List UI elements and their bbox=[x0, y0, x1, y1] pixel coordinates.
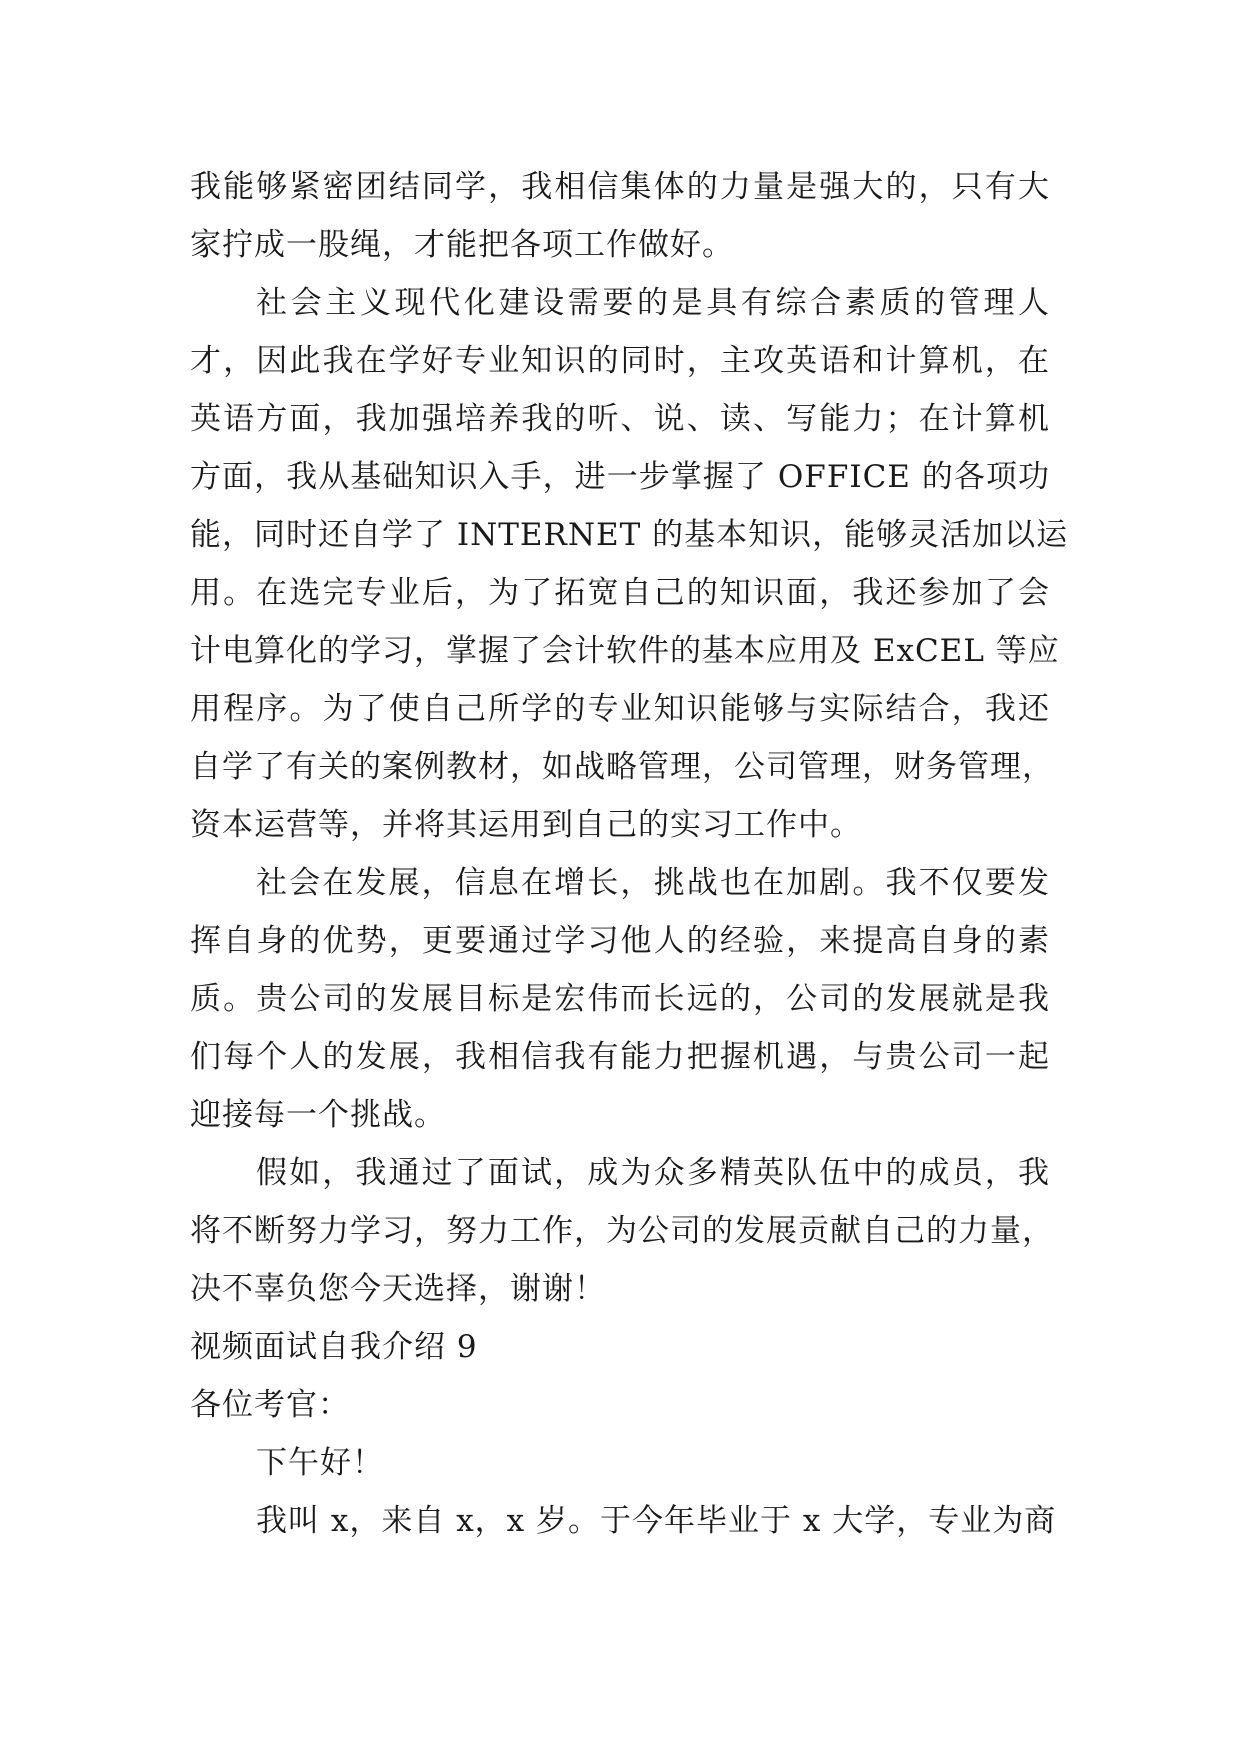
paragraph-line: 家拧成一股绳，才能把各项工作做好。 bbox=[190, 227, 734, 263]
paragraph-line: 我叫 x，来自 x，x 岁。于今年毕业于 x 大学，专业为商 bbox=[256, 1503, 1057, 1539]
paragraph-line: 能，同时还自学了 INTERNET 的基本知识，能够灵活加以运 bbox=[190, 517, 1069, 553]
document-body bbox=[190, 158, 1069, 1550]
paragraph-line: 计电算化的学习，掌握了会计软件的基本应用及 ExCEL 等应 bbox=[190, 633, 1060, 669]
paragraph-line: 我能够紧密团结同学，我相信集体的力量是强大的，只有大 bbox=[190, 169, 1050, 205]
paragraph-line: 假如，我通过了面试，成为众多精英队伍中的成员，我 bbox=[256, 1155, 1050, 1191]
paragraph-line: 用。在选完专业后，为了拓宽自己的知识面，我还参加了会 bbox=[190, 575, 1050, 611]
section-heading: 视频面试自我介绍 9 bbox=[190, 1329, 478, 1365]
paragraph-line: 自学了有关的案例教材，如战略管理，公司管理，财务管理， bbox=[190, 749, 1054, 785]
salutation-line: 各位考官： bbox=[190, 1387, 350, 1423]
paragraph-line: 英语方面，我加强培养我的听、说、读、写能力；在计算机 bbox=[190, 401, 1050, 437]
paragraph-line: 挥自身的优势，更要通过学习他人的经验，来提高自身的素 bbox=[190, 923, 1050, 959]
paragraph-line: 决不辜负您今天选择，谢谢！ bbox=[190, 1271, 606, 1307]
paragraph-line: 用程序。为了使自己所学的专业知识能够与实际结合，我还 bbox=[190, 691, 1050, 727]
paragraph-line: 社会主义现代化建设需要的是具有综合素质的管理人 bbox=[256, 285, 1050, 321]
paragraph-line: 们每个人的发展，我相信我有能力把握机遇，与贵公司一起 bbox=[190, 1039, 1050, 1075]
paragraph-line: 将不断努力学习，努力工作，为公司的发展贡献自己的力量， bbox=[190, 1213, 1054, 1249]
paragraph-line: 才，因此我在学好专业知识的同时，主攻英语和计算机，在 bbox=[190, 343, 1050, 379]
paragraph-line: 迎接每一个挑战。 bbox=[190, 1097, 446, 1133]
paragraph-line: 社会在发展，信息在增长，挑战也在加剧。我不仅要发 bbox=[256, 865, 1050, 901]
paragraph-line: 方面，我从基础知识入手，进一步掌握了 OFFICE 的各项功 bbox=[190, 459, 1050, 495]
paragraph-line: 质。贵公司的发展目标是宏伟而长远的，公司的发展就是我 bbox=[190, 981, 1050, 1017]
paragraph-line: 资本运营等，并将其运用到自己的实习工作中。 bbox=[190, 807, 862, 843]
greeting-line: 下午好！ bbox=[256, 1445, 384, 1481]
